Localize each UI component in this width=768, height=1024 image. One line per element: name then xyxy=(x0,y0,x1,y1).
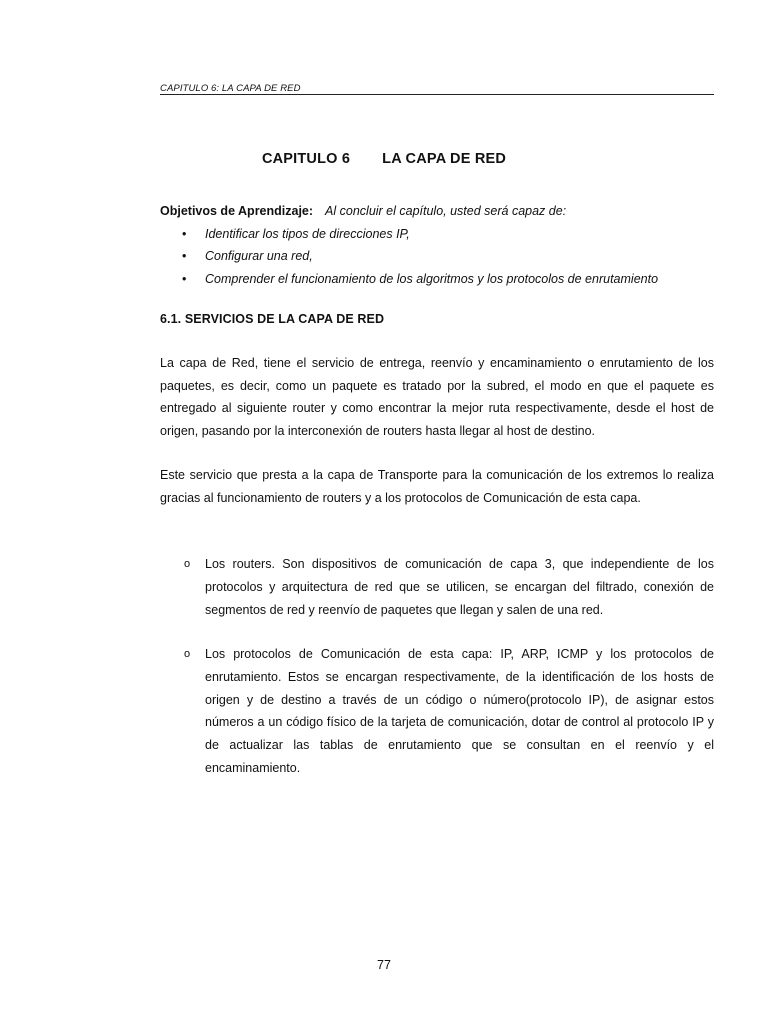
list-item xyxy=(160,245,720,268)
page-number: 77 xyxy=(377,958,391,972)
objective-text: Identificar los tipos de direcciones IP, xyxy=(205,226,410,241)
learning-objectives xyxy=(160,200,720,290)
section-heading: 6.1. SERVICIOS DE LA CAPA DE RED xyxy=(160,312,385,326)
objective-text: Configurar una red, xyxy=(205,249,313,263)
header-rule xyxy=(160,94,714,95)
sub-list-item xyxy=(160,643,714,780)
objectives-intro: Al concluir el capítulo, usted será capaz de: xyxy=(325,204,567,218)
chapter-name: LA CAPA DE RED xyxy=(382,151,507,167)
sub-item-text: Los protocolos de Comunicación de esta capa: IP, ARP, ICMP y los protocolos de enrutamiento. Estos se encargan respectivamente, de la identificación de los hosts de origen y de destino a través de un código o número(protocolo IP), de asignar estos números a un código físico de la tarjeta de comunicación, dotar de control al protocolo IP y de actualizar las tablas de enrutamiento que se consultan en el reenvío y el encaminamiento. xyxy=(205,647,714,775)
bullet-icon: • xyxy=(182,226,187,241)
list-item xyxy=(160,268,720,291)
running-header: CAPITULO 6: LA CAPA DE RED xyxy=(160,83,301,94)
circle-bullet-icon: o xyxy=(184,558,191,570)
objectives-list xyxy=(160,223,720,291)
body-paragraph: Este servicio que presta a la capa de Transporte para la comunicación de los extremos lo realiza gracias al funcionamiento de routers y a los protocolos de Comunicación de esta capa. xyxy=(160,468,714,505)
bullet-icon: • xyxy=(182,271,187,286)
circle-bullet-icon: o xyxy=(184,648,191,660)
bullet-icon: • xyxy=(182,249,187,263)
body-paragraph: La capa de Red, tiene el servicio de entrega, reenvío y encaminamiento o enrutamiento de los paquetes, es decir, como un paquete es tratado por la subred, el modo en que el paquete es entregado al siguiente router y como encontrar la mejor ruta respectivamente, desde el host de origen, pasando por la interconexión de routers hasta llegar al host de destino. xyxy=(160,356,714,438)
chapter-title xyxy=(0,151,768,167)
objective-text: Comprender el funcionamiento de los algoritmos y los protocolos de enrutamiento xyxy=(205,271,659,286)
objectives-label: Objetivos de Aprendizaje: xyxy=(160,204,314,218)
chapter-number: CAPITULO 6 xyxy=(261,151,351,167)
sub-item-text: Los routers. Son dispositivos de comunicación de capa 3, que independiente de los protocolos y arquitectura de red que se utilicen, se encargan del filtrado, conexión de segmentos de red y reenvío de paquetes que llegan y salen de una red. xyxy=(205,557,714,617)
sub-list-item xyxy=(160,553,714,621)
objectives-intro-line xyxy=(160,200,720,223)
list-item xyxy=(160,223,720,246)
